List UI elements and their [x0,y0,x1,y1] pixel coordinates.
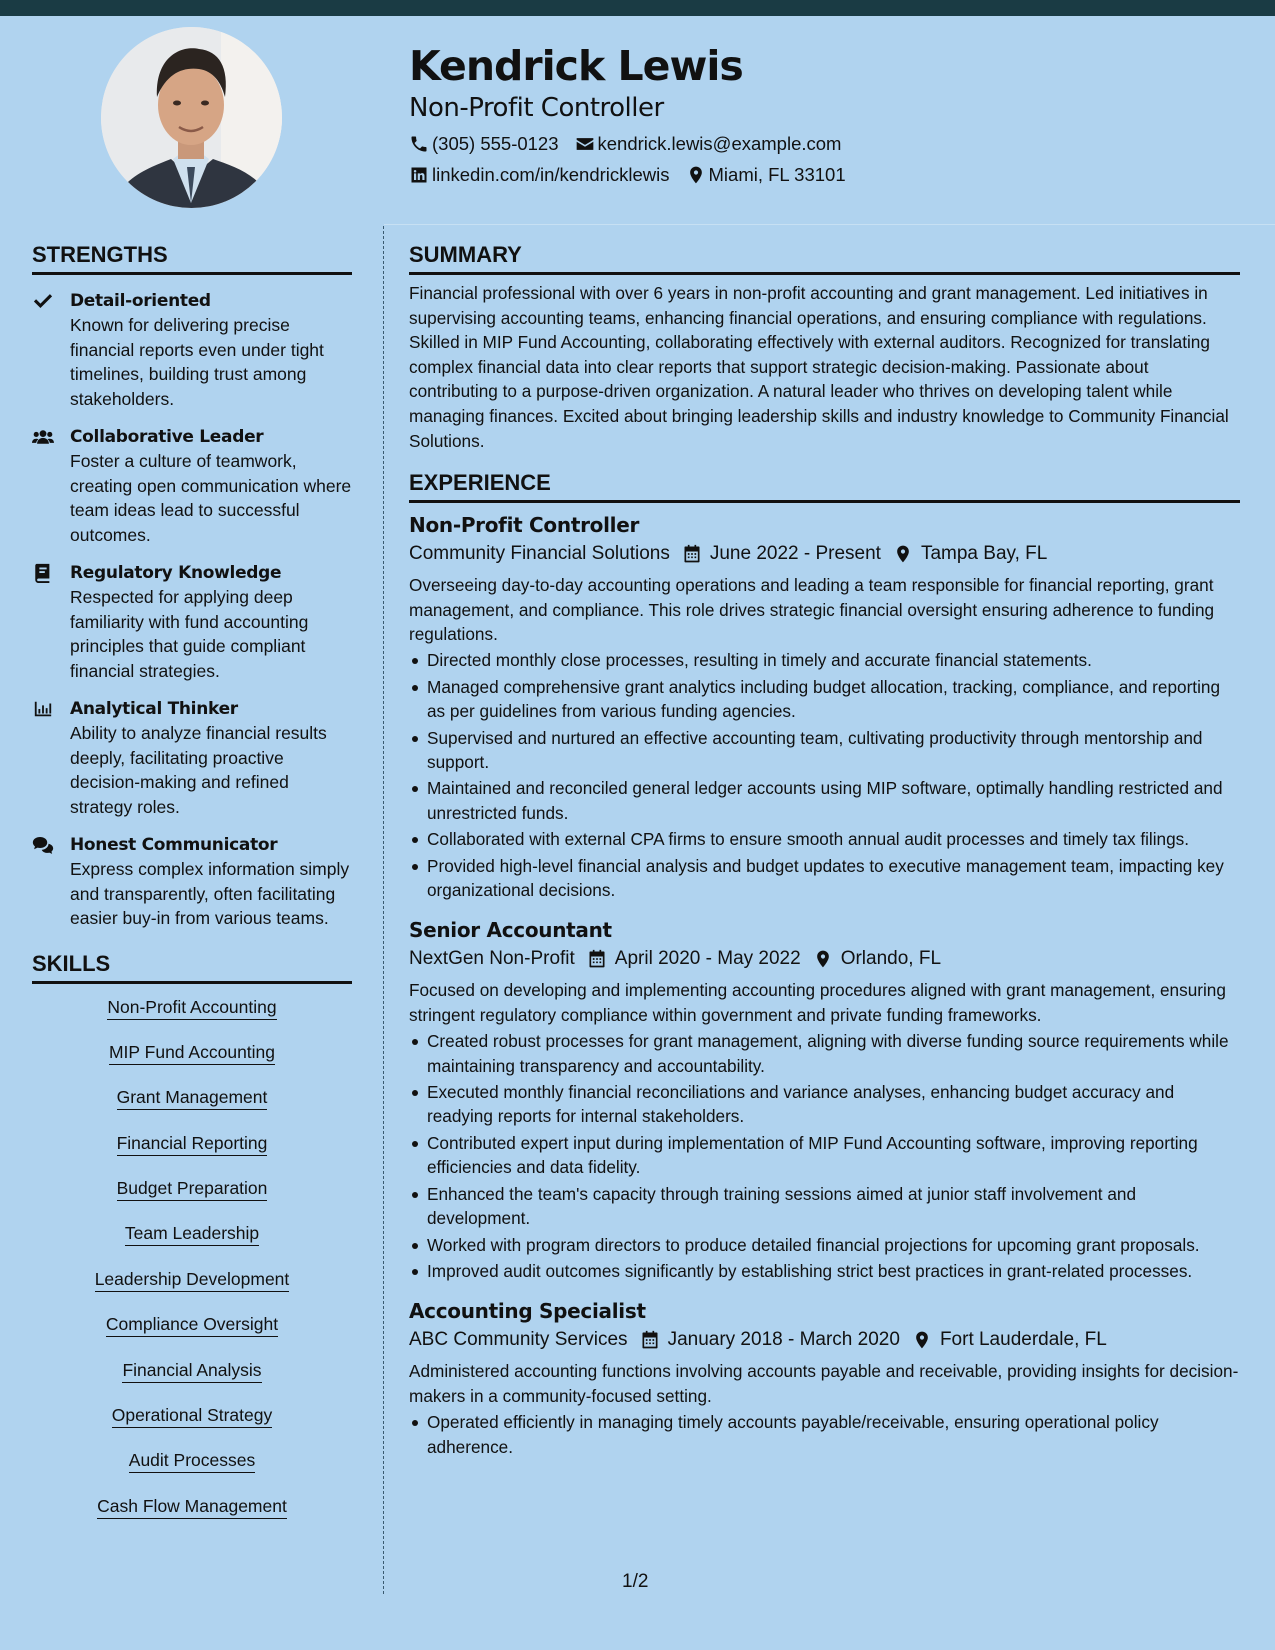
map-pin-icon [813,949,833,969]
book-icon [32,563,54,583]
contact-phone [409,133,559,155]
strengths-section [32,240,352,931]
chat-bubbles-icon [32,835,54,855]
section-rule [32,272,352,275]
strength-item [32,833,352,931]
job-company: Community Financial Solutions [409,543,670,565]
job-entry [409,916,1240,1283]
bullet-item: Created robust processes for grant management, aligning with diverse funding source requirements while maintaining transparency and accountability. [409,1029,1240,1078]
job-location: Tampa Bay, FL [920,543,1048,565]
summary-heading: SUMMARY [409,242,522,267]
job-bullets [409,648,1240,902]
job-title: Non-Profit Controller [409,513,640,538]
job-entry [409,1297,1240,1459]
skill-tag: Leadership Development [95,1268,290,1292]
calendar-icon [682,544,702,564]
bar-chart-icon [32,699,54,719]
email-text[interactable]: kendrick.lewis@example.com [597,133,842,154]
strength-desc: Known for delivering precise financial reports even under tight timelines, building trust among stakeholders. [70,315,324,409]
contact-location [686,164,846,186]
page-indicator: 1/2 [622,1571,649,1592]
skills-heading: SKILLS [32,950,111,976]
experience-heading: EXPERIENCE [409,470,551,496]
strength-item [32,697,352,819]
calendar-icon [587,949,607,969]
strength-title: Regulatory Knowledge [70,563,282,583]
contact-email[interactable] [575,133,842,155]
summary-text: Financial professional with over 6 years in non-profit accounting and grant management. Led initiatives in supervising accounting teams, enhancing financial operations, and ensuring compliance with regulations. Skilled in MIP Fund Accounting, collaborating effectively with external auditors. Recognized for translating complex financial data into clear reports that support strategic decision-making. Passionate about contributing to a purpose-driven organization. A natural leader who thrives on developing talent while managing finances. Excited about bringing leadership skills and industry knowledge to Community Financial Solutions. [409,283,1229,451]
skill-tag: Audit Processes [129,1449,255,1473]
strength-desc: Ability to analyze financial results deeply, facilitating proactive decision-making and refined strategy roles. [70,723,327,817]
bullet-item: Contributed expert input during implementation of MIP Fund Accounting software, improving reporting efficiencies and data fidelity. [409,1131,1240,1180]
job-location: Orlando, FL [840,948,942,970]
phone-text: (305) 555-0123 [432,133,559,154]
bullet-item: Directed monthly close processes, resulting in timely and accurate financial statements. [409,648,1240,672]
bullet-item: Provided high-level financial analysis and budget updates to executive management team, impacting key organizational decisions. [409,854,1240,903]
candidate-name: Kendrick Lewis [409,42,743,90]
job-dates: January 2018 - March 2020 [667,1329,900,1351]
bullet-item: Executed monthly financial reconciliations and variance analyses, enhancing budget accuracy and readying reports for internal stakeholders. [409,1080,1240,1129]
column-divider [383,226,384,1594]
bullet-item: Supervised and nurtured an effective accounting team, cultivating productivity through mentorship and support. [409,726,1240,775]
job-description: Overseeing day-to-day accounting operations and leading a team responsible for financial reporting, grant management, and compliance. This role drives strategic financial oversight ensuring adherence to funding regulations. [409,575,1215,644]
skill-tag: Budget Preparation [117,1177,268,1201]
bullet-item: Improved audit outcomes significantly by establishing strict best practices in grant-related processes. [409,1259,1240,1283]
map-pin-icon [893,544,913,564]
bullet-item: Enhanced the team's capacity through training sessions aimed at junior staff involvement and development. [409,1182,1240,1231]
calendar-icon [640,1330,660,1350]
job-location: Fort Lauderdale, FL [939,1329,1107,1351]
strength-title: Collaborative Leader [70,427,264,447]
strength-title: Analytical Thinker [70,699,238,719]
strength-desc: Foster a culture of teamwork, creating open communication where team ideas lead to successful outcomes. [70,451,352,545]
job-bullets [409,1029,1240,1283]
bullet-item: Maintained and reconciled general ledger accounts using MIP software, optimally handling restricted and unrestricted funds. [409,776,1240,825]
job-dates: April 2020 - May 2022 [614,948,801,970]
job-meta [409,946,1240,972]
bullet-item: Worked with program directors to produce detailed financial projections for upcoming grant proposals. [409,1233,1240,1257]
summary-section [409,240,1240,453]
section-rule [409,272,1240,275]
job-description: Focused on developing and implementing accounting procedures aligned with grant management, ensuring stringent regulatory compliance within government and private funding frameworks. [409,980,1226,1025]
job-company: NextGen Non-Profit [409,948,575,970]
right-column [409,240,1240,1461]
job-title: Accounting Specialist [409,1299,646,1324]
section-rule [409,500,1240,503]
bullet-item: Operated efficiently in managing timely accounts payable/receivable, ensuring operational policy adherence. [409,1410,1240,1459]
section-rule [32,981,352,984]
bullet-item: Collaborated with external CPA firms to ensure smooth annual audit processes and timely tax filings. [409,827,1240,851]
job-entry [409,511,1240,902]
map-pin-icon [912,1330,932,1350]
envelope-icon [575,134,595,154]
job-meta [409,1327,1240,1353]
job-meta [409,541,1240,567]
skill-tag: Financial Analysis [122,1359,261,1383]
skill-tag: Financial Reporting [117,1132,268,1156]
candidate-title: Non-Profit Controller [409,93,664,123]
job-title: Senior Accountant [409,918,612,943]
checkmark-icon [32,291,54,311]
users-icon [32,427,54,447]
job-description: Administered accounting functions involving accounts payable and receivable, providing insights for decision-makers in a community-focused setting. [409,1361,1239,1406]
strength-title: Honest Communicator [70,835,278,855]
contact-row-2 [409,164,1239,186]
experience-section [409,468,1240,1459]
header-divider [384,224,1275,225]
skill-tag: Compliance Oversight [106,1313,278,1337]
phone-icon [409,134,429,154]
left-column [32,240,352,1540]
map-pin-icon [686,165,706,185]
skill-tag: Operational Strategy [112,1404,273,1428]
job-dates: June 2022 - Present [709,543,881,565]
job-company: ABC Community Services [409,1329,628,1351]
skill-tag: Grant Management [117,1086,268,1110]
strengths-heading: STRENGTHS [32,242,168,267]
profile-photo [101,27,282,208]
skill-tag: MIP Fund Accounting [109,1041,275,1065]
skill-tag: Team Leadership [125,1222,259,1246]
skill-tag: Cash Flow Management [97,1495,287,1519]
contact-row-1 [409,133,1239,155]
strength-item [32,289,352,411]
strength-desc: Respected for applying deep familiarity with fund accounting principles that guide compliant financial strategies. [70,587,309,681]
skills-list [32,996,352,1541]
bullet-item: Managed comprehensive grant analytics including budget allocation, tracking, compliance, and reporting as per guidelines from various funding agencies. [409,675,1240,724]
top-bar [0,0,1275,16]
job-bullets [409,1410,1240,1459]
skill-tag: Non-Profit Accounting [107,996,276,1020]
strength-item [32,561,352,683]
strength-title: Detail-oriented [70,291,211,311]
skills-section [32,949,352,1541]
strength-desc: Express complex information simply and transparently, often facilitating easier buy-in from various teams. [70,859,350,928]
location-text: Miami, FL 33101 [708,164,846,185]
contact-linkedin[interactable] [409,164,670,186]
linkedin-icon [409,165,429,185]
strength-item [32,425,352,547]
resume-header [409,40,1239,186]
linkedin-text[interactable]: linkedin.com/in/kendricklewis [432,164,670,185]
